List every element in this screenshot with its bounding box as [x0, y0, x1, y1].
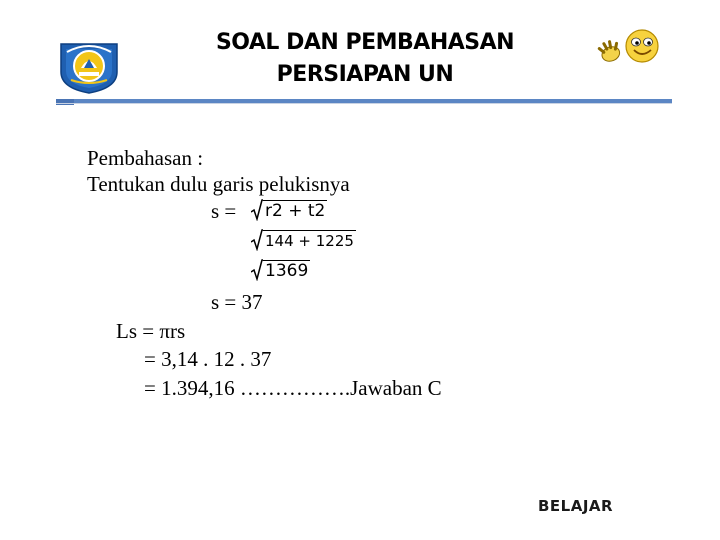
s-result: s = 37	[211, 290, 263, 314]
equation-radicand: 144 + 1225	[265, 232, 354, 250]
pembahasan-heading: Pembahasan :	[87, 146, 204, 170]
equation-root-144-1225	[251, 229, 356, 251]
square-root-icon	[251, 199, 263, 221]
header-divider-accent	[56, 99, 74, 105]
calculation-line: = 3,14 . 12 . 37	[144, 347, 272, 371]
equation-radicand: r2 + t2	[265, 201, 326, 221]
square-root-icon	[251, 259, 263, 281]
answer-line: = 1.394,16 …………….Jawaban C	[144, 376, 442, 400]
footer-label: BELAJAR	[538, 497, 614, 515]
instruction-text: Tentukan dulu garis pelukisnya	[87, 172, 350, 196]
tut-wuri-handayani-logo-icon	[57, 36, 121, 94]
title-line-2: PERSIAPAN UN	[276, 62, 454, 87]
square-root-icon	[251, 229, 263, 251]
equation-root-1369	[251, 259, 310, 281]
title-line-1: SOAL DAN PEMBAHASAN	[215, 30, 515, 55]
page-title	[160, 27, 570, 91]
ls-formula: Ls = πrs	[116, 319, 186, 343]
s-label: s =	[211, 199, 237, 223]
equation-root-r2-t2	[251, 199, 327, 221]
equation-radicand: 1369	[265, 261, 309, 281]
waving-smiley-icon	[594, 28, 666, 74]
header-divider-shadow	[56, 103, 672, 104]
